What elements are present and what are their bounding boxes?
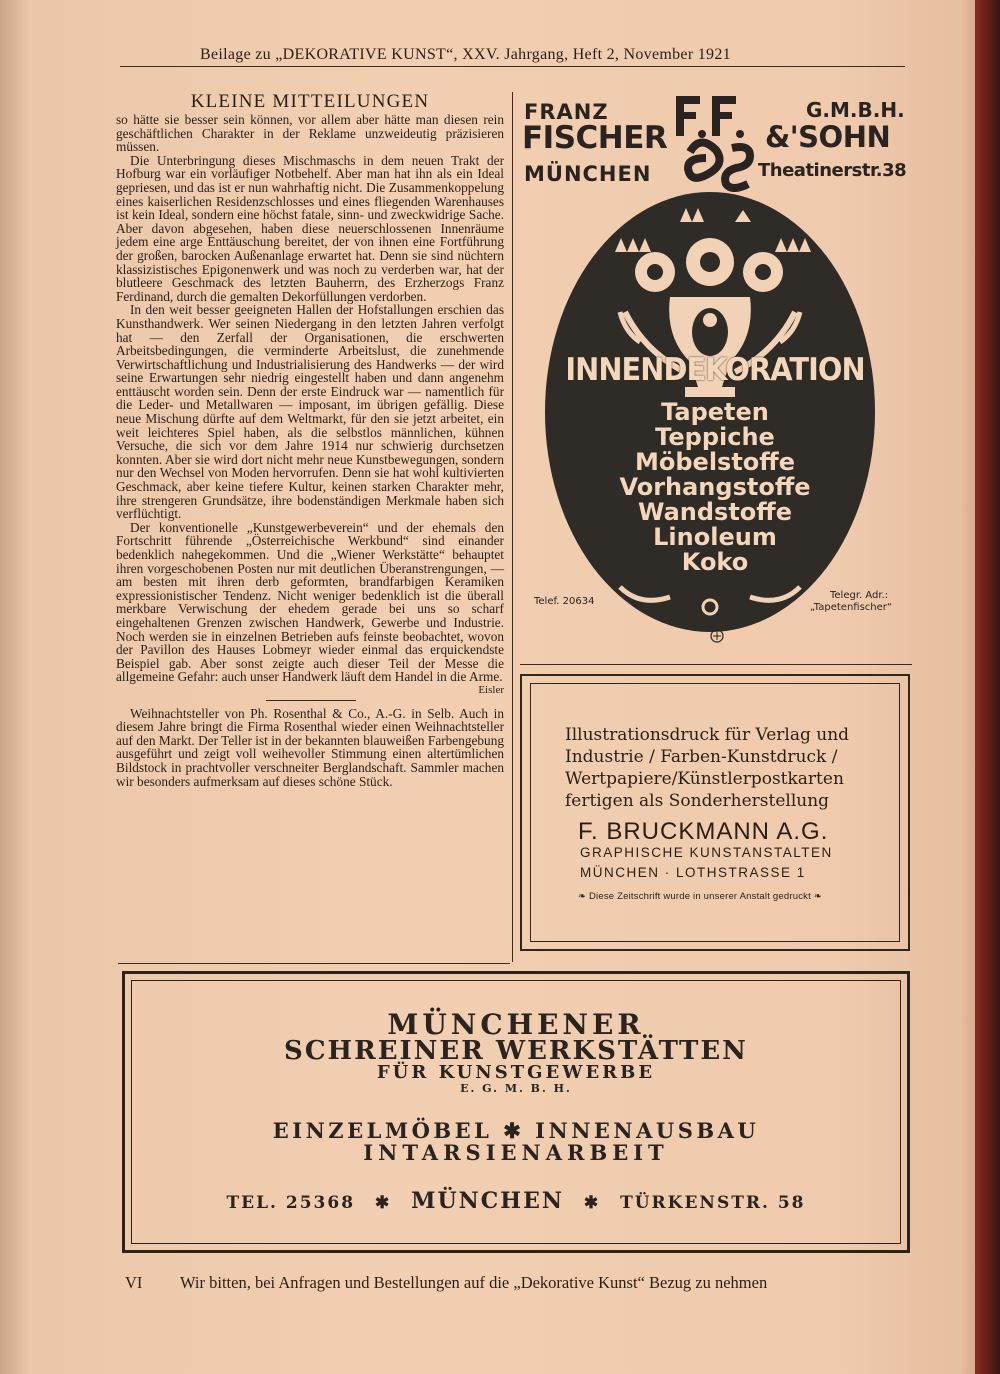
product-moebelstoffe: Möbelstoffe	[634, 448, 796, 476]
fischer-address: Theatinerstr.38	[758, 160, 907, 181]
article-paragraph: Der konventionelle „Kunstgewerbeverein“ und der ehemals den Fortschritt führende „Österreichische Werkbund“ sind einander bedenklich nahegekommen. Und die „Wiener Werkstätte“ behauptet ihren vorgeschobenen Posten nur mit deutlichen Überanstrengungen, — am besten mit ihren derb geformten, brandfarbigen Keramiken expressionistischer Tendenz. Nicht weniger bedenklich ist die überall merkbare Verwischung der ehedem gerade bei uns so scharf eingehaltenen Grenzen zwischen Handwerk, Gewerbe und Industrie. Noch werden sie in einzelnen Betrieben aufs feinste beobachtet, wovon der Pavillon des Hauses Lobmeyr wieder einmal das erquickendste Beispiel gab. Aber sonst zeigte auch dieser Teil der Messe die allgemeine Gefahr: auch unser Handwerk läuft dem Handel in die Arme.	[116, 519, 504, 685]
bruckmann-note-row	[578, 891, 822, 902]
header-rule	[120, 66, 905, 67]
product-vorhangstoffe: Vorhangstoffe	[619, 473, 811, 501]
product-koko: Koko	[681, 548, 749, 576]
bruckmann-company: F. BRUCKMANN A.G.	[578, 818, 829, 845]
product-teppiche: Teppiche	[655, 423, 775, 451]
bruckmann-line: fertigen als Sonderherstellung	[565, 791, 830, 811]
star-icon: ✱	[374, 1193, 392, 1213]
schreiner-line-4: E. G. M. B. H.	[460, 1082, 572, 1095]
page-footer	[125, 1273, 885, 1293]
bruckmann-subtitle: GRAPHISCHE KUNSTANSTALTEN	[580, 845, 833, 860]
article-signature: Eisler	[478, 683, 504, 696]
page-header: Beilage zu „DEKORATIVE KUNST“, XXV. Jahrgang, Heft 2, November 1921	[200, 46, 731, 63]
fischer-city: MÜNCHEN	[524, 162, 652, 186]
page-number: VI	[125, 1273, 143, 1292]
fischer-advertisement	[520, 92, 910, 652]
bruckmann-services	[565, 724, 875, 812]
bruckmann-line: Industrie / Farben-Kunstdruck /	[565, 747, 838, 767]
schreiner-line-3: FÜR KUNSTGEWERBE	[376, 1062, 656, 1083]
rosenthal-note: Weihnachtsteller von Ph. Rosenthal & Co., A.-G. in Selb. Auch in diesem Jahre bringt die Firma Rosenthal wieder einen Weihnachtsteller auf den Markt. Der Teller ist in der bekannten blauweißen Farbengebung ausgeführt und zeigt voll weihevoller Stimmung einen altertümlichen Bildstock in prachtvoller verschneiter Berglandschaft. Sammler machen wir besonders aufmerksam auf dieses schöne Stück.	[116, 705, 504, 789]
article-paragraph: In den weit besser geeigneten Hallen der Hofstallungen erschien das Kunsthandwerk. Wer seinen Niedergang in den letzten Jahren verfolgt hat — den Zerfall der Organisationen, die erschwerten Arbeitsbedingungen, die verminderte Arbeitslust, die zunehmende Verwirtschaftlichung und Industrialisierung des Handwerks — der wird seine Erwartungen sehr niedrig eingestellt haben und dann angenehm enttäuscht worden sein. Denn der erste Eindruck war — namentlich für die Leder- und Metallwaren — imposant, im übrigen gefällig. Diese neue Mischung dürfte auf dem Weltmarkt, für den sie jetzt arbeitet, ein weit leichteres Spiel haben, als die selbstlos männlichen, kühnen Versuche, die sich vor dem Jahre 1914 nur schwierig durchsetzen konnten. Aber sie wird dort nicht mehr neue Kunstbewegungen, sondern nur den Wechsel von Moden hervorrufen. Denn sie hat wohl kultivierten Geschmack, aber keine tiefere Kultur, keinen starken Charakter mehr, ihre strengeren Grundsätze, ihre bodenständigen Merkmale haben sich verflüchtigt.	[116, 302, 504, 522]
separator-rule	[266, 700, 356, 701]
printer-mark-icon	[710, 629, 724, 643]
book-spine-edge	[975, 0, 1000, 1374]
schreiner-street: TÜRKENSTR. 58	[620, 1193, 806, 1213]
article-paragraph: Die Unterbringung dieses Mischmaschs in dem neuen Trakt der Hofburg war ein vorläufiger Notbehelf. Aber man hat ihn als ein Ideal gepriesen, und das ist er nun wahrhaftig nicht. Die Zusammenkoppelung eines kaiserlichen Residenzschlosses und eines fliegenden Warenhauses ist kein Ideal, sondern eine höchst fatale, sinn- und zweckwidrige Sache. Aber davon abgesehen, haben diese neuerschlossenen Innenräume jedem eine arge Enttäuschung bereitet, der von ihnen eine Fortführung der großen, barocken Außenanlage erwartet hat. Denn sie sind nüchtern klassizistisches Epigonenwerk und was noch zu verderben war, hat der blutleere Geschmack des letzten Bauherrn, des Erzherzogs Franz Ferdinand, durch die gemalten Dekorfüllungen verdorben.	[116, 152, 504, 304]
star-icon: ✱	[583, 1193, 601, 1213]
fischer-franz: FRANZ	[524, 100, 609, 124]
footer-text: Wir bitten, bei Anfragen und Bestellungen auf die „Dekorative Kunst“ Bezug zu nehmen	[180, 1273, 768, 1292]
leaf-ornament-icon: ❧	[810, 891, 822, 902]
schreiner-contact-row	[130, 1188, 902, 1214]
bruckmann-city: MÜNCHEN · LOTHSTRASSE 1	[580, 865, 806, 880]
fischer-sohn: &'SOHN	[765, 120, 891, 154]
bruckmann-note: Diese Zeitschrift wurde in unserer Anstalt gedruckt	[589, 891, 811, 902]
fischer-name: FISCHER	[522, 120, 668, 156]
schreiner-line-5: EINZELMÖBEL ✱ INNENAUSBAU	[272, 1118, 760, 1143]
leaf-ornament-icon: ❧	[578, 891, 589, 902]
fischer-telegram-name: „Tapetenfischer“	[810, 602, 893, 613]
product-wandstoffe: Wandstoffe	[637, 498, 793, 526]
article-body	[116, 113, 504, 788]
schreiner-tel: TEL. 25368	[226, 1193, 356, 1213]
column-bottom-rule	[118, 963, 510, 964]
fischer-phone: Telef. 20634	[534, 596, 595, 607]
bruckmann-line: Wertpapiere/Künstlerpostkarten	[565, 769, 844, 789]
product-tapeten: Tapeten	[661, 398, 769, 426]
schreiner-line-2: SCHREINER WERKSTÄTTEN	[284, 1036, 748, 1066]
innendekoration-headline: INNENDEKORATION	[565, 352, 865, 388]
bruckmann-ad-inner-frame	[530, 683, 900, 942]
bruckmann-line: Illustrationsdruck für Verlag und	[565, 725, 850, 745]
article-title: KLEINE MITTEILUNGEN	[190, 91, 430, 112]
article-paragraph: so hätte sie besser sein können, vor allem aber hätte man diesen rein geschäftlichen Charakter in der Reklame unzweideutig präzisieren müssen.	[116, 112, 504, 155]
schreiner-line-6: INTARSIENARBEIT	[363, 1140, 669, 1165]
schreiner-city: MÜNCHEN	[411, 1188, 564, 1214]
ad-separator-rule	[520, 664, 912, 665]
fischer-gmbh: G.M.B.H.	[806, 98, 905, 122]
column-rule	[512, 92, 513, 962]
product-linoleum: Linoleum	[653, 523, 777, 551]
ffs-monogram-icon	[670, 92, 770, 192]
schreiner-line-1: MÜNCHENER	[387, 1008, 645, 1041]
fischer-telegram-label: Telegr. Adr.:	[830, 590, 889, 601]
